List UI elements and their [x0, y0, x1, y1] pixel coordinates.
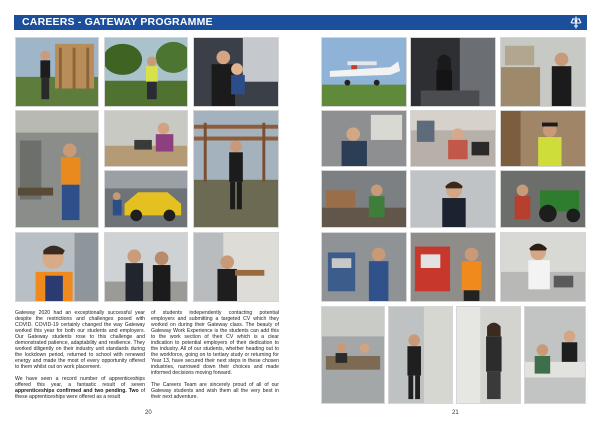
photo-students-in-workshop — [321, 170, 407, 228]
photo-man-in-warehouse — [500, 37, 586, 107]
paragraph-2-bold-text: apprenticeships confirmed and two pending. Two — [15, 388, 139, 395]
photo-woman-standing — [456, 306, 521, 404]
photo-student-at-machinery — [321, 232, 407, 302]
photo-student-with-tractor — [500, 170, 586, 228]
banner-title: CAREERS - GATEWAY PROGRAMME — [22, 16, 213, 28]
photo-student-at-desk-laptop — [104, 110, 188, 167]
photo-student-in-dark-jacket — [410, 170, 496, 228]
photo-student-at-computer — [410, 110, 496, 167]
photo-students-at-table — [524, 306, 586, 404]
article-paragraph-1: Gateway 2020 had an exceptionally successful year despite the restrictions and challenges posed with COVID. COVID-19 certainly changed the way Gateway worked this year for both our students and employers. Our Gateway students rose to this challenge and demonstrated patience, adaptability and resilience. They worked diligently on their industry unit standards during the lockdown period, returned to school with renewed energy and made the most of every opportunity offered to them whilst out on work placement. — [15, 310, 145, 371]
photo-student-in-office-corridor — [388, 306, 453, 404]
photo-student-in-hi-vis-outdoors — [104, 37, 188, 107]
photo-man-holding-child — [193, 37, 279, 107]
article-column-1 — [15, 310, 145, 406]
photo-student-hi-vis-with-cap — [500, 110, 586, 167]
article-column-2 — [151, 310, 279, 406]
paragraph-2-text-start: We have seen a record number of apprenticeships offered this year, a fantastic result of seven — [15, 375, 145, 389]
photo-student-fixing-hardware — [321, 110, 407, 167]
photo-student-chef-in-kitchen — [500, 232, 586, 302]
section-banner — [14, 15, 587, 30]
photo-student-at-timber-yard — [193, 110, 279, 228]
photo-student-in-hi-vis-vest — [15, 232, 99, 302]
photo-light-aircraft — [321, 37, 407, 107]
photo-classroom — [321, 306, 385, 404]
photo-student-with-timber-frame — [15, 37, 99, 107]
page-number-right: 21 — [452, 410, 459, 416]
article-paragraph-2 — [15, 376, 145, 400]
photo-two-men-in-workshop — [104, 232, 188, 302]
photo-student-in-workshop-orange-shirt — [15, 110, 99, 228]
photo-student-hi-vis-with-red-machine — [410, 232, 496, 302]
photo-yellow-car-in-garage — [104, 170, 188, 228]
page-number-left: 20 — [145, 410, 152, 416]
article-paragraph-3: of students independently contacting potential employers and submitting a targeted CV which they worked on during their Gateway class. The beauty of Gateway Work Experience is the students can add this to the work section of their CV which is a clear indication to potential employers of their dedication to the industry. All of our students, whether heading out to the workforce, going on to tertiary study or returning for Year 13, have secured their next steps in these chosen industries, narrowed down their choices and made informed decisions moving forward. — [151, 310, 279, 377]
photo-student-holding-part — [193, 232, 279, 302]
school-crest-icon — [570, 16, 582, 29]
paragraph-2-text-end: of these apprenticeships were offered as a result — [15, 388, 145, 401]
article-paragraph-4: The Careers Team are sincerely proud of all of our Gateway students and wish them all the very best in their next adventure. — [151, 382, 279, 401]
photo-woman-in-office — [410, 37, 496, 107]
